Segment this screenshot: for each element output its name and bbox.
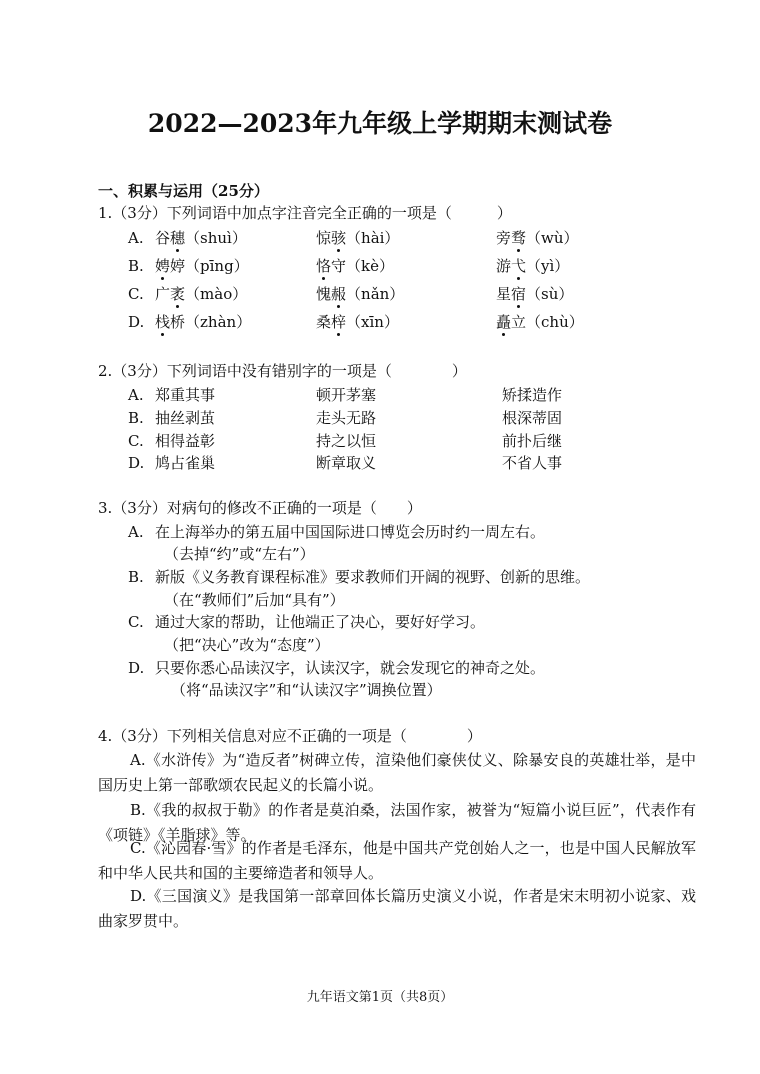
dotted-char: 矗 [496,313,512,331]
dotted-char: 恪 [316,257,332,275]
option-note: （把“决心”改为“态度”） [164,636,330,654]
option-term: 旁骛（wù） [496,229,579,247]
option-term: 游弋（yì） [496,257,570,275]
dotted-char: 赧 [331,285,347,303]
option-text: 新版《义务教育课程标准》要求教师们开阔的视野、创新的思维。 [155,568,591,586]
question-4-option-c: C.《沁园春·雪》的作者是毛泽东，他是中国共产党创始人之一，也是中国人民解放军和中华人民共和国的主要缔造者和领导人。 [98,839,696,882]
dotted-char: 弋 [511,257,527,275]
option-term: 恪守（kè） [316,257,394,275]
option-label: C. [128,432,144,450]
option-term: 顿开茅塞 [316,386,377,404]
option-label: D. [128,313,145,331]
option-label: B. [128,568,144,586]
dotted-char: 梓 [331,313,347,331]
option-term: 谷穗（shuì） [155,229,247,247]
page-footer: 九年语文第1页（共8页） [306,990,454,1005]
dotted-char: 栈 [155,313,171,331]
dotted-char: 娉 [155,257,171,275]
section-heading: 一、积累与运用（25分） [98,182,269,200]
question-4-stem: 4.（3分）下列相关信息对应不正确的一项是（ ） [98,727,482,745]
option-label: C. [128,613,144,631]
option-label: D. [128,659,145,677]
option-term: 鸠占雀巢 [155,454,216,472]
dotted-char: 袤 [170,285,186,303]
option-term: 矗立（chù） [496,313,584,331]
question-2-stem: 2.（3分）下列词语中没有错别字的一项是（ ） [98,362,467,380]
question-1-stem: 1.（3分）下列词语中加点字注音完全正确的一项是（ ） [98,204,512,222]
option-term: 惊骇（hài） [316,229,400,247]
option-term: 广袤（mào） [155,285,248,303]
option-term: 根深蒂固 [502,409,563,427]
option-term: 走头无路 [316,409,377,427]
option-note: （去掉“约”或“左右”） [164,545,315,563]
question-3-stem: 3.（3分）对病句的修改不正确的一项是（ ） [98,499,422,517]
question-4-option-d: D.《三国演义》是我国第一部章回体长篇历史演义小说，作者是宋末明初小说家、戏曲家罗贯中。 [98,887,696,930]
option-label: B. [128,409,144,427]
option-text: 只要你悉心品读汉字，认读汉字，就会发现它的神奇之处。 [155,659,546,677]
page-title: 2022—2023年九年级上学期期末测试卷 [147,109,613,138]
option-term: 断章取义 [316,454,377,472]
option-term: 愧赧（nǎn） [316,285,405,303]
option-text: 通过大家的帮助，让他端正了决心，要好好学习。 [155,613,486,631]
question-4-option-a: A.《水浒传》为“造反者”树碑立传，渲染他们豪侠仗义、除暴安良的英雄壮举，是中国历史上第一部歌颂农民起义的长篇小说。 [98,751,696,794]
option-term: 相得益彰 [155,432,216,450]
option-note: （在“教师们”后加“具有”） [164,591,345,609]
option-label: A. [128,386,144,404]
question-4-option-b: B.《我的叔叔于勒》的作者是莫泊桑，法国作家，被誉为“短篇小说巨匠”，代表作有《项链》《羊脂球》等。 [98,801,696,844]
option-term: 娉婷（pīng） [155,257,249,275]
option-label: C. [128,285,144,303]
option-term: 星宿（sù） [496,285,574,303]
option-term: 持之以恒 [316,432,377,450]
option-term: 矫揉造作 [502,386,563,404]
option-label: B. [128,257,144,275]
dotted-char: 骇 [331,229,347,247]
option-note: （将“品读汉字”和“认读汉字”调换位置） [171,681,442,699]
option-term: 郑重其事 [155,386,216,404]
option-term: 前扑后继 [502,432,563,450]
dotted-char: 宿 [511,285,527,303]
option-label: D. [128,454,145,472]
option-term: 栈桥（zhàn） [155,313,252,331]
option-term: 抽丝剥茧 [155,409,216,427]
dotted-char: 骛 [511,229,527,247]
option-term: 不省人事 [502,454,563,472]
option-label: A. [128,229,144,247]
option-label: A. [128,523,144,541]
option-term: 桑梓（xīn） [316,313,399,331]
option-text: 在上海举办的第五届中国国际进口博览会历时约一周左右。 [155,523,546,541]
dotted-char: 穗 [170,229,186,247]
